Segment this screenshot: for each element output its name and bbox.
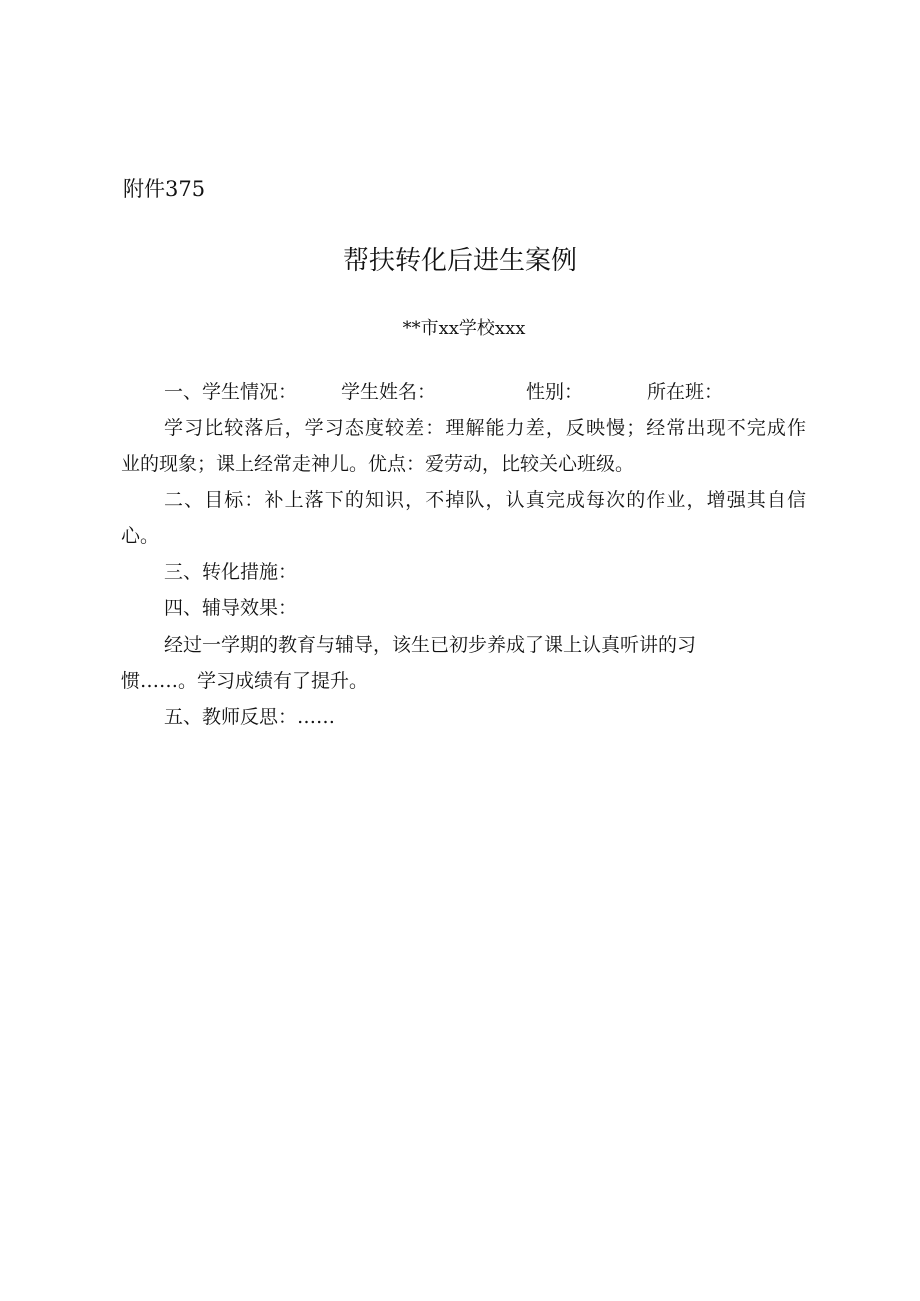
class-label: 所在班：: [647, 381, 724, 403]
document-title: 帮扶转化后进生案例: [342, 246, 577, 276]
gender-label: 性别：: [526, 381, 584, 403]
situation-paragraph-line-1: 学习比较落后，学习态度较差：理解能力差，反映慢；经常出现不完成作: [164, 417, 806, 439]
student-info-heading: 一、学生情况：: [164, 381, 298, 403]
student-info-row: [164, 379, 804, 405]
goal-paragraph-line-1: 二、目标：补上落下的知识，不掉队，认真完成每次的作业，增强其自信: [164, 489, 806, 511]
effect-heading: 四、辅导效果：: [164, 597, 298, 619]
goal-paragraph-line-2: 心。: [121, 525, 160, 547]
effect-paragraph-line-2: 惯……。学习成绩有了提升。: [121, 670, 369, 692]
situation-paragraph-line-2: 业的现象；课上经常走神儿。优点：爱劳动，比较关心班级。: [121, 453, 635, 475]
student-name-label: 学生姓名：: [341, 381, 437, 403]
reflection-heading: 五、教师反思：……: [164, 706, 336, 728]
measures-heading: 三、转化措施：: [164, 561, 298, 583]
author-byline: **市xx学校xxx: [402, 318, 526, 339]
annex-label: 附件375: [123, 177, 206, 201]
effect-paragraph-line-1: 经过一学期的教育与辅导，该生已初步养成了课上认真听讲的习: [164, 634, 697, 656]
